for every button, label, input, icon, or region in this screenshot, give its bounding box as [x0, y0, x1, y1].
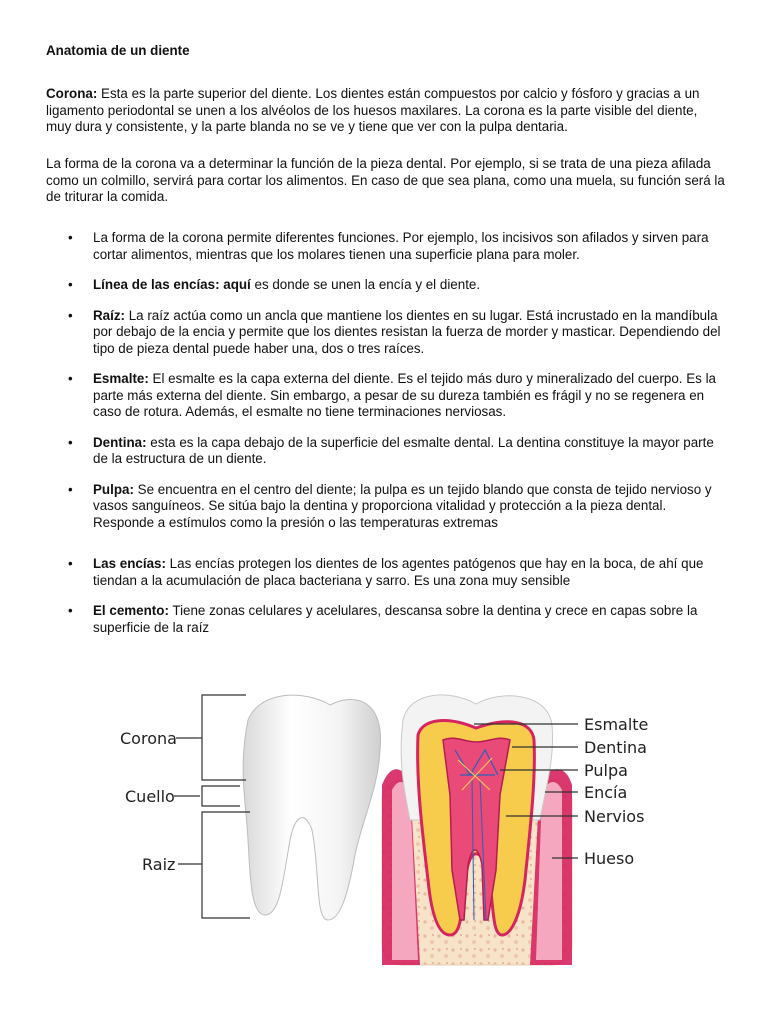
document-title: Anatomia de un diente	[46, 43, 190, 58]
list-item-term: Línea de las encías: aquí	[93, 277, 251, 292]
list-item	[46, 308, 726, 358]
label-dentina: Dentina	[584, 738, 647, 757]
label-esmalte: Esmalte	[584, 715, 649, 734]
list-item-text: La raíz actúa como un ancla que mantiene los dientes en su lugar. Está incrustado en la mandíbula por debajo de la encia y permite que los dientes resistan la fuerza de morder y masticar. Dependiendo del tipo de pieza dental puede haber una, dos o tres raíces.	[93, 307, 721, 356]
tooth-anatomy-figure	[100, 680, 680, 970]
list-item	[46, 482, 726, 532]
paragraph-forma-corona: La forma de la corona va a determinar la función de la pieza dental. Por ejemplo, si se trata de una pieza afilada como un colmillo, servirá para cortar los alimentos. En caso de que sea plana, como una muela, su función será la de triturar la comida.	[46, 156, 725, 204]
paragraph-corona-text: Esta es la parte superior del diente. Los dientes están compuestos por calcio y fósforo y gracias a un ligamento periodontal se unen a los alvéolos de los huesos maxilares. La corona es la parte visible del diente, muy dura y consistente, y la parte blanda no se ve y tiene que ver con la pulpa dentaria.	[46, 86, 700, 134]
list-item-text: es donde se unen la encía y el diente.	[250, 277, 481, 292]
label-brackets	[198, 695, 250, 918]
label-nervios: Nervios	[584, 807, 645, 826]
paragraph-corona	[46, 86, 726, 136]
bullet-glyph: •	[68, 481, 73, 497]
bullet-glyph: •	[68, 603, 73, 618]
list-item-term: Las encías:	[93, 556, 166, 571]
list-item	[46, 603, 726, 636]
tooth-cross-section	[382, 695, 572, 965]
label-encia: Encía	[584, 783, 628, 802]
list-item-term: Dentina:	[93, 434, 147, 450]
list-item	[46, 230, 726, 263]
bullet-list	[46, 230, 726, 636]
list-item-term: Pulpa:	[93, 481, 134, 497]
list-item-text: esta es la capa debajo de la superficie del esmalte dental. La dentina constituye la mayor parte de la estructura de un diente.	[93, 434, 714, 466]
list-item-term: Esmalte:	[93, 371, 149, 386]
list-item-term: El cemento:	[93, 603, 169, 618]
tooth-diagram	[100, 680, 680, 970]
list-item-text: El esmalte es la capa externa del diente. Es el tejido más duro y mineralizado del cuerpo. Es la parte más externa del diente. Sin embargo, a pesar de su dureza también es frágil y no se regenera en caso de rotura. Además, el esmalte no tiene terminaciones nerviosas.	[93, 371, 717, 419]
list-item-text: Tiene zonas celulares y acelulares, descansa sobre la dentina y crece en capas sobre la superficie de la raíz	[93, 603, 698, 635]
label-corona: Corona	[120, 729, 177, 748]
label-pulpa: Pulpa	[584, 761, 628, 780]
list-item-text: La forma de la corona permite diferentes funciones. Por ejemplo, los incisivos son afilados y sirven para cortar alimentos, mientras que los molares tienen una superficie plana para moler.	[93, 230, 709, 262]
bullet-glyph: •	[68, 371, 73, 386]
label-raiz: Raiz	[142, 855, 176, 874]
list-item	[46, 556, 726, 589]
list-item-term: Raíz:	[93, 307, 125, 323]
list-item-text: Las encías protegen los dientes de los agentes patógenos que hay en la boca, de ahí que tiendan a la acumulación de placa bacteriana y sarro. Es una zona muy sensible	[93, 556, 704, 588]
label-cuello: Cuello	[125, 787, 175, 806]
list-item-text: Se encuentra en el centro del diente; la pulpa es un tejido blando que consta de tejido nervioso y vasos sanguíneos. Se sitúa bajo la dentina y proporciona vitalidad y protección a la pieza dental. Responde a estímulos como la presión o las temperaturas extremas	[93, 481, 712, 530]
whole-tooth-shape	[243, 695, 380, 920]
bullet-glyph: •	[68, 230, 73, 245]
list-item	[46, 435, 726, 468]
bullet-glyph: •	[68, 307, 73, 323]
list-item	[46, 277, 726, 294]
bullet-glyph: •	[68, 556, 73, 571]
list-item	[46, 371, 726, 421]
bullet-glyph: •	[68, 277, 73, 292]
bullet-glyph: •	[68, 434, 73, 450]
term-corona: Corona:	[46, 86, 98, 101]
label-hueso: Hueso	[584, 849, 635, 868]
